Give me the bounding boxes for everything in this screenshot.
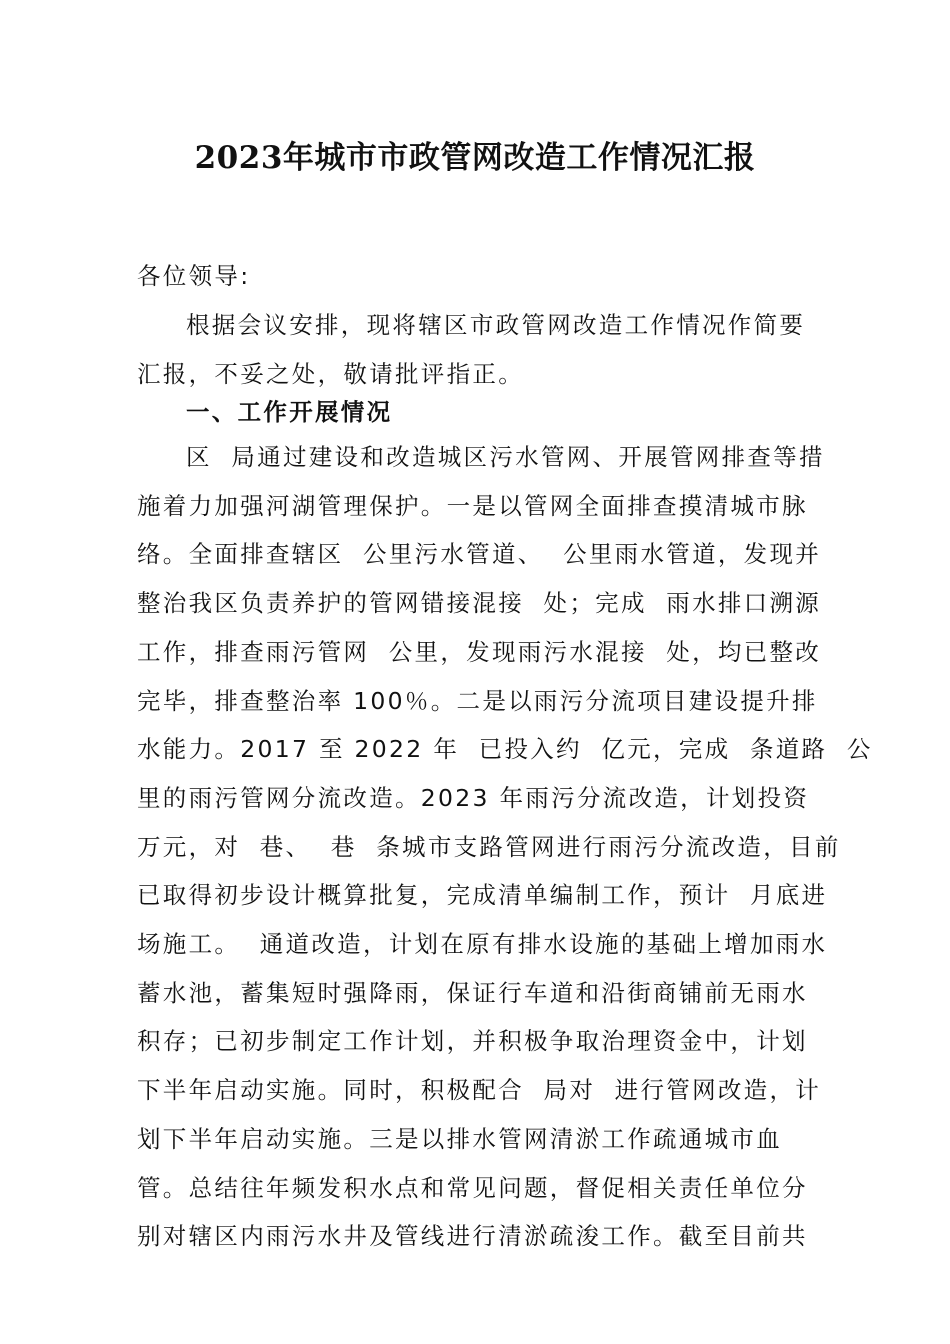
body-line: 万元，对 巷、 巷 条城市支路管网进行雨污分流改造，目前 bbox=[137, 832, 841, 861]
section-heading: 一、工作开展情况 bbox=[186, 398, 393, 426]
document-title: 2023年城市市政管网改造工作情况汇报 bbox=[194, 140, 756, 176]
intro-line: 根据会议安排，现将辖区市政管网改造工作情况作简要 bbox=[186, 311, 806, 339]
body-line: 水能力。2017 至 2022 年 已投入约 亿元，完成 条道路 公 bbox=[137, 735, 873, 764]
salutation: 各位领导: bbox=[137, 262, 251, 290]
body-line: 管。总结往年频发积水点和常见问题，督促相关责任单位分 bbox=[137, 1173, 808, 1202]
body-line: 蓄水池，蓄集短时强降雨，保证行车道和沿街商铺前无雨水 bbox=[137, 978, 808, 1007]
body-line: 施着力加强河湖管理保护。一是以管网全面排查摸清城市脉 bbox=[137, 491, 808, 520]
intro-line: 汇报，不妥之处，敬请批评指正。 bbox=[137, 359, 524, 388]
body-paragraph bbox=[137, 433, 873, 1261]
body-line: 里的雨污管网分流改造。2023 年雨污分流改造，计划投资 bbox=[137, 783, 810, 812]
body-line: 整治我区负责养护的管网错接混接 处；完成 雨水排口溯源 bbox=[137, 589, 822, 618]
body-line: 已取得初步设计概算批复，完成清单编制工作，预计 月底进 bbox=[137, 881, 828, 910]
body-line: 场施工。 通道改造，计划在原有排水设施的基础上增加雨水 bbox=[137, 930, 828, 959]
intro-paragraph bbox=[137, 301, 817, 398]
body-line: 划下半年启动实施。三是以排水管网清淤工作疏通城市血 bbox=[137, 1124, 782, 1153]
body-line: 络。全面排查辖区 公里污水管道、 公里雨水管道，发现并 bbox=[137, 540, 822, 569]
body-line: 工作，排查雨污管网 公里，发现雨污水混接 处，均已整改 bbox=[137, 637, 822, 666]
body-line: 下半年启动实施。同时，积极配合 局对 进行管网改造，计 bbox=[137, 1076, 822, 1105]
body-line: 区 局通过建设和改造城区污水管网、开展管网排查等措 bbox=[186, 443, 825, 471]
body-line: 完毕，排查整治率 100％。二是以雨污分流项目建设提升排 bbox=[137, 686, 818, 715]
body-line: 积存；已初步制定工作计划，并积极争取治理资金中，计划 bbox=[137, 1027, 808, 1056]
body-line: 别对辖区内雨污水井及管线进行清淤疏浚工作。截至目前共 bbox=[137, 1222, 808, 1251]
